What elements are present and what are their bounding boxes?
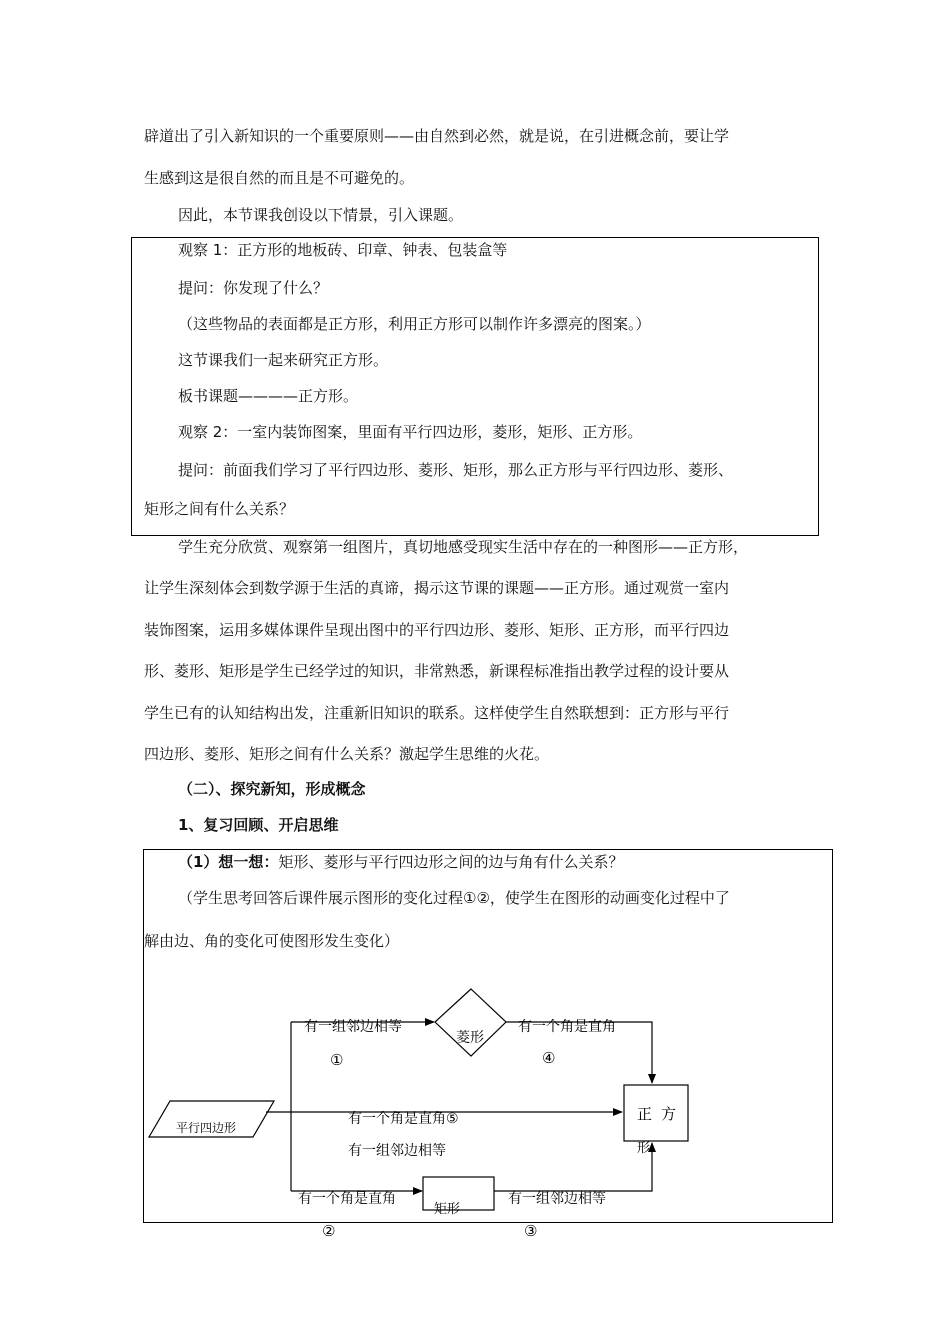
- edge-5-label-a: 有一个角是直角⑤: [348, 1111, 459, 1127]
- square-label-a: 正: [637, 1105, 653, 1123]
- edge-3-number: ③: [524, 1222, 538, 1240]
- edge-3-label: 有一组邻边相等: [508, 1191, 606, 1207]
- intro-line-3: 因此，本节课我创设以下情景，引入课题。: [178, 206, 464, 224]
- box1-line-4: 这节课我们一起来研究正方形。: [178, 351, 389, 369]
- section-heading: （二）、探究新知，形成概念: [178, 780, 366, 798]
- think-question: [178, 852, 623, 872]
- think-question-text: 矩形、菱形与平行四边形之间的边与角有什么关系？: [278, 853, 624, 871]
- box1-line-6: 观察 2：一室内装饰图案，里面有平行四边形，菱形，矩形、正方形。: [178, 423, 643, 441]
- para-line-4: 形、菱形、矩形是学生已经学过的知识，非常熟悉，新课程标准指出教学过程的设计要从: [144, 662, 730, 680]
- para-line-5: 学生已有的认知结构出发，注重新旧知识的联系。这样使学生自然联想到：正方形与平行: [144, 704, 730, 722]
- edge-4-label: 有一个角是直角: [518, 1019, 616, 1035]
- para-line-3: 装饰图案，运用多媒体课件呈现出图中的平行四边形、菱形、矩形、正方形，而平行四边: [144, 621, 730, 639]
- box1-line-2: 提问：你发现了什么？: [178, 279, 329, 297]
- para-line-1: 学生充分欣赏、观察第一组图片，真切地感受现实生活中存在的一种图形——正方形，: [178, 538, 749, 556]
- think-note-1: （学生思考回答后课件展示图形的变化过程①②，使学生在图形的动画变化过程中了: [178, 889, 730, 907]
- edge-1-label: 有一组邻边相等: [304, 1019, 402, 1035]
- box1-line-8: 矩形之间有什么关系？: [144, 500, 295, 518]
- think-note-2: 解由边、角的变化可使图形发生变化）: [144, 932, 400, 950]
- box1-line-3: （这些物品的表面都是正方形，利用正方形可以制作许多漂亮的图案。）: [178, 315, 651, 333]
- rhombus-label: 菱形: [456, 1030, 484, 1046]
- subsection-heading: 1、复习回顾、开启思维: [178, 816, 339, 834]
- intro-line-2: 生感到这是很自然的而且是不可避免的。: [144, 169, 415, 187]
- para-line-6: 四边形、菱形、矩形之间有什么关系？激起学生思维的火花。: [144, 745, 550, 763]
- intro-line-1: 辟道出了引入新知识的一个重要原则——由自然到必然，就是说，在引进概念前，要让学: [144, 127, 730, 145]
- square-label-c: 形: [637, 1141, 651, 1156]
- rectangle-label: 矩形: [434, 1202, 461, 1217]
- box1-line-1: 观察 1：正方形的地板砖、印章、钟表、包装盒等: [178, 241, 508, 259]
- para-line-2: 让学生深刻体会到数学源于生活的真谛，揭示这节课的课题——正方形。通过观赏一室内: [144, 579, 730, 597]
- parallelogram-label: 平行四边形: [176, 1121, 237, 1135]
- think-label: （1）想一想：: [178, 853, 279, 871]
- edge-5-label-b: 有一组邻边相等: [348, 1143, 446, 1159]
- edge-4-number: ④: [542, 1049, 556, 1067]
- edge-2-number: ②: [322, 1222, 336, 1240]
- edge-1-number: ①: [330, 1051, 344, 1069]
- box1-line-7: 提问：前面我们学习了平行四边形、菱形、矩形，那么正方形与平行四边形、菱形、: [178, 461, 734, 479]
- edge-2-label: 有一个角是直角: [298, 1191, 396, 1207]
- box1-line-5: 板书课题————正方形。: [178, 387, 359, 405]
- square-label-b: 方: [661, 1105, 677, 1123]
